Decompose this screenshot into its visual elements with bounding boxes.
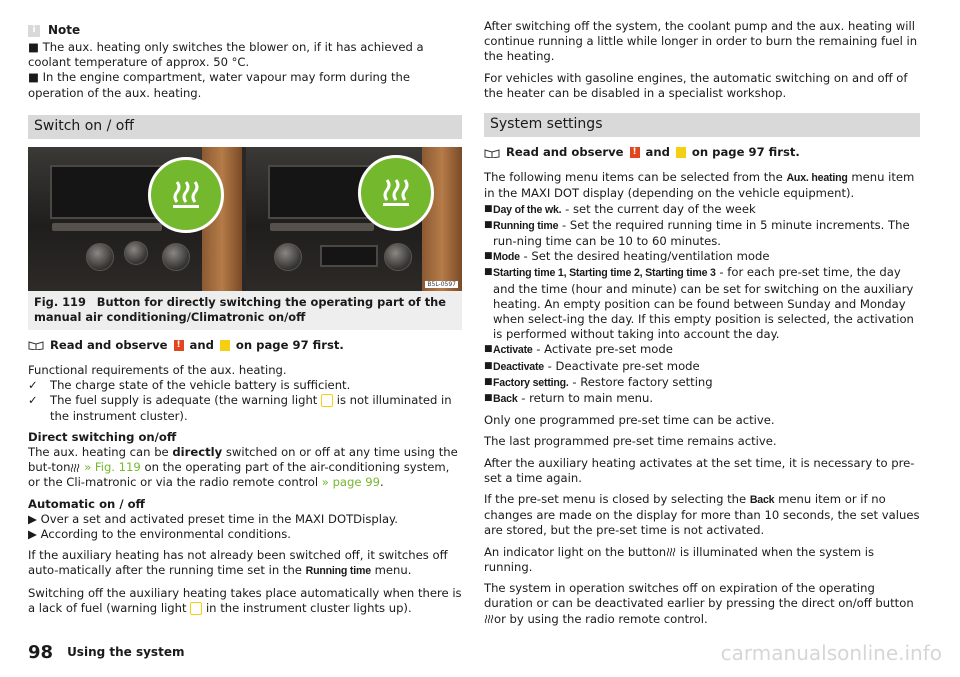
menu-key: Activate	[493, 344, 533, 357]
automatic-item-2: ▶ According to the environmental conditions.	[28, 527, 291, 542]
automatic-heading: Automatic on / off	[28, 496, 145, 511]
direct-text-b: switched on or off at any time using the but-ton	[28, 445, 458, 475]
menu-intro-b: menu item in the MAXI DOT display (depending on the vehicle equipment).	[484, 170, 915, 201]
page-link[interactable]: » page 99	[321, 475, 380, 490]
right-paragraph-2: For vehicles with gasoline engines, the automatic switching on and off of the heater can be disabled in a specialist workshop.	[484, 70, 908, 100]
read-observe-right	[484, 145, 920, 160]
read-observe-suffix: on page 97 first.	[235, 337, 344, 352]
read-observe-text: Read and observe	[50, 337, 168, 352]
list-item: ■ Running time - Set the required running time in 5 minute increments. The run-ning time can be 10 to 60 minutes.	[484, 217, 910, 249]
menu-items-list	[484, 202, 920, 408]
right-p5-a: An indicator light on the button	[484, 544, 667, 559]
right-p3: After the auxiliary heating activates at the set time, it is necessary to pre-set a time again.	[484, 455, 915, 485]
figure-119-image	[28, 147, 462, 291]
right-p6-b: or by using the radio remote control.	[494, 611, 708, 626]
figure-label: Fig. 119	[34, 294, 86, 309]
control-knob	[162, 243, 190, 271]
list-item: ■ Deactivate - Deactivate pre-set mode	[484, 358, 700, 373]
control-knob	[124, 241, 148, 265]
aux-heating-icon	[169, 178, 203, 212]
list-item: ■ Factory setting. - Restore factory setting	[484, 374, 713, 389]
right-column	[484, 19, 920, 627]
fuel-warning-icon	[321, 394, 333, 407]
right-p4-b: menu item or if no changes are made on the display for more than 10 seconds, the set values are stored, but the pre-set time is not activated.	[484, 492, 920, 538]
right-p1: Only one programmed pre-set time can be active.	[484, 413, 775, 428]
fuel-warning-icon	[190, 602, 202, 615]
menu-term: Back	[749, 494, 775, 507]
check-item-1	[28, 378, 462, 393]
menu-desc: - set the current day of the week	[561, 201, 756, 216]
read-observe-and: and	[189, 337, 214, 352]
direct-text-d: .	[379, 475, 384, 490]
check-text-a: The fuel supply is adequate (the warning light	[50, 393, 318, 408]
auto-off-text-b: menu.	[374, 563, 412, 578]
page-footer	[28, 642, 185, 663]
list-item: ■ Activate - Activate pre-set mode	[484, 342, 673, 357]
right-p5-b: is illuminated when the system is running.	[484, 544, 875, 574]
figure-link[interactable]: » Fig. 119	[84, 460, 141, 475]
info-icon: i	[28, 25, 40, 37]
menu-desc: - for each pre-set time, the day and the time (hour and minute) can be set for switching on the auxiliary heating. An empty position can be found between Sunday and Monday when select-ing the day. If this empty position is selected, the activation is performed without taking into account the day.	[493, 265, 914, 342]
note-header	[28, 22, 462, 40]
menu-desc: - Set the required running time in 5 minute increments. The run-ning time can be 10 to 60 minutes.	[493, 217, 910, 249]
caution-icon	[220, 340, 230, 351]
menu-key: Deactivate	[493, 360, 544, 373]
menu-desc: - Deactivate pre-set mode	[544, 358, 700, 373]
control-knob	[384, 243, 412, 271]
fuel-off-paragraph	[28, 586, 462, 616]
right-paragraph-1: After switching off the system, the coolant pump and the aux. heating will continue running a little while longer in order to burn the remaining fuel in the heating.	[484, 19, 918, 64]
menu-desc: - return to main menu.	[517, 391, 654, 406]
section-heading-switch	[28, 115, 462, 139]
warning-icon: !	[174, 340, 184, 351]
figure-code: B5L-0597	[427, 280, 456, 288]
dashboard-photo-climatronic	[246, 147, 462, 291]
check-text: The charge state of the vehicle battery is sufficient.	[50, 378, 351, 393]
functional-intro: Functional requirements of the aux. heating.	[28, 363, 287, 378]
aux-heating-button-icon	[666, 547, 676, 557]
right-p2: The last programmed pre-set time remains active.	[484, 434, 777, 449]
fuel-off-text-b: in the instrument cluster lights up).	[205, 600, 412, 615]
note-item-2: ■ In the engine compartment, water vapour may form during the operation of the aux. heating.	[28, 70, 410, 100]
section-title: Switch on / off	[34, 118, 135, 135]
menu-desc: - Set the desired heating/ventilation mode	[519, 249, 770, 264]
read-observe-suffix: on page 97 first.	[691, 145, 800, 160]
section-heading-settings	[484, 113, 920, 137]
menu-key: Factory setting.	[493, 376, 569, 389]
list-item: ■ Starting time 1, Starting time 2, Starting time 3 - for each pre-set time, the day and the time (hour and minute) can be set for switching on the auxiliary heating. An empty position can be found between Sunday and Monday when select-ing the day. If this empty position is selected, the activation is performed without taking into account the day.	[484, 265, 914, 342]
figure-caption	[28, 291, 462, 330]
direct-paragraph	[28, 445, 462, 491]
list-item: ■ Day of the wk. - set the current day of the week	[484, 201, 756, 216]
check-text	[50, 393, 462, 423]
control-knob	[274, 243, 302, 271]
menu-desc: - Restore factory setting	[568, 374, 713, 389]
aux-heating-button-icon	[70, 463, 80, 473]
list-item: ■ Back - return to main menu.	[484, 391, 654, 406]
climatronic-display	[320, 245, 378, 267]
automatic-item-1: ▶ Over a set and activated preset time in the MAXI DOTDisplay.	[28, 511, 398, 526]
direct-text-a: The aux. heating can be	[28, 445, 169, 460]
book-icon	[28, 340, 44, 350]
watermark: carmanualsonline.info	[720, 641, 942, 665]
auto-off-paragraph	[28, 548, 462, 579]
menu-desc: - Activate pre-set mode	[532, 342, 673, 357]
auto-off-text-a: If the auxiliary heating has not already been switched off, it switches off auto-matically after the running time set in the	[28, 548, 448, 578]
caution-icon	[676, 147, 686, 158]
button-strip	[270, 223, 374, 231]
right-p4-a: If the pre-set menu is closed by selecting the	[484, 492, 747, 507]
aux-heating-icon	[379, 176, 413, 210]
left-column	[28, 0, 462, 616]
figure-caption-text: Button for directly switching the operating part of the manual air conditioning/Climatronic on/off	[34, 294, 447, 324]
dashboard-photo-manual	[28, 147, 242, 291]
direct-text-c: on the operating part of the air-conditioning system, or the Cli-matronic or via the radio remote control	[28, 460, 450, 490]
direct-text-bold: directly	[172, 445, 223, 460]
note-item-1: ■ The aux. heating only switches the blower on, if it has achieved a coolant temperature of approx. 50 °C.	[28, 40, 424, 70]
list-item: ■ Mode - Set the desired heating/ventilation mode	[484, 249, 770, 264]
control-knob	[86, 243, 114, 271]
fuel-off-text-a: Switching off the auxiliary heating takes place automatically when there is a lack of fuel (warning light	[28, 585, 462, 615]
checkmark-icon: ✓	[28, 393, 38, 408]
aux-heating-button-icon	[484, 614, 494, 624]
heater-button-callout	[148, 157, 224, 233]
menu-intro	[484, 170, 920, 201]
warning-icon: !	[630, 147, 640, 158]
read-observe-left	[28, 338, 462, 353]
read-observe-text: Read and observe	[506, 145, 624, 160]
right-p5	[484, 545, 920, 575]
menu-term: Running time	[305, 565, 371, 578]
check-item-2	[28, 393, 462, 423]
read-observe-and: and	[645, 145, 670, 160]
right-p4	[484, 492, 920, 539]
book-icon	[484, 148, 500, 158]
menu-key: Mode	[493, 251, 520, 264]
button-strip	[52, 223, 162, 231]
direct-heading: Direct switching on/off	[28, 429, 177, 444]
footer-title: Using the system	[67, 645, 185, 659]
checkmark-icon: ✓	[28, 378, 38, 393]
menu-term: Aux. heating	[786, 172, 848, 185]
menu-intro-a: The following menu items can be selected from the	[484, 170, 783, 185]
right-p6	[484, 581, 920, 627]
menu-key: Running time	[493, 219, 559, 232]
section-title: System settings	[490, 116, 603, 133]
menu-key: Day of the wk.	[493, 203, 562, 216]
check-text-b: is not illuminated in the instrument cluster).	[50, 393, 452, 423]
menu-key: Starting time 1, Starting time 2, Starting time 3	[493, 267, 716, 280]
note-title: Note	[48, 23, 81, 38]
wood-trim	[422, 147, 462, 291]
right-p6-a: The system in operation switches off on expiration of the operating duration or can be deactivated earlier by pressing the direct on/off button	[484, 581, 914, 611]
menu-key: Back	[493, 393, 518, 406]
page-number: 98	[28, 642, 54, 663]
heater-button-callout	[358, 155, 434, 231]
